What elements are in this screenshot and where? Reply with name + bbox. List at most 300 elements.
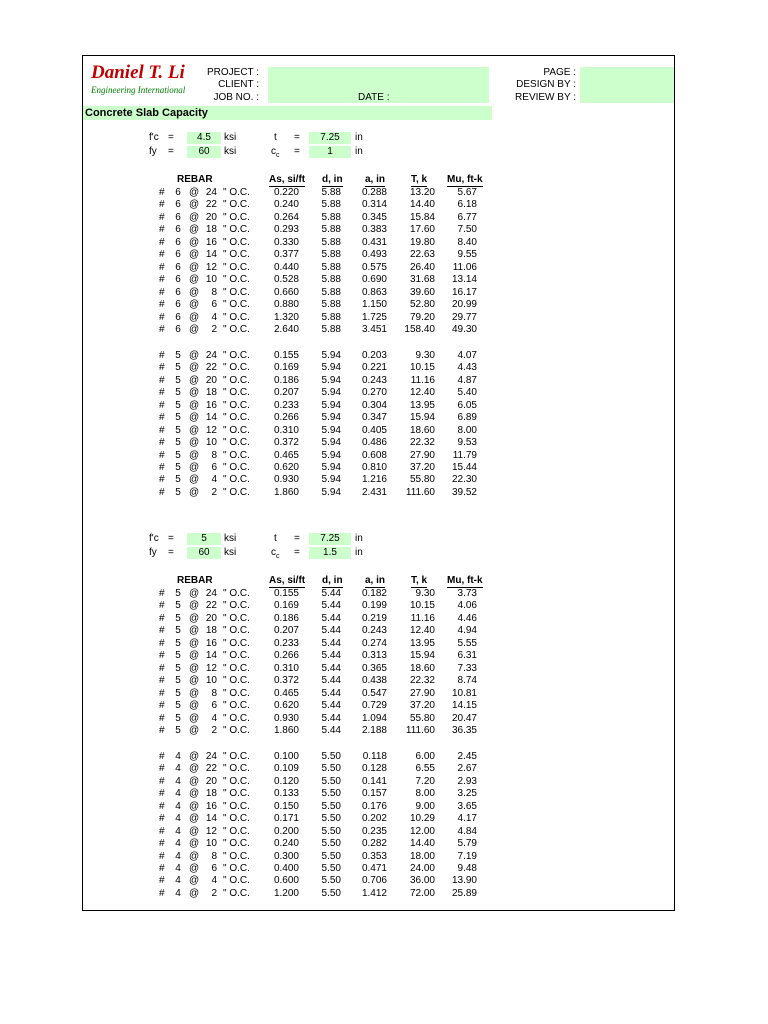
- row-as: 0.186: [273, 374, 299, 386]
- table-row: [83, 237, 676, 249]
- row-d: 5.88: [321, 311, 341, 323]
- row-t: 19.80: [409, 236, 435, 248]
- row-as: 0.120: [273, 775, 299, 787]
- row-mu: 49.30: [451, 323, 477, 335]
- row-hash: #: [159, 323, 165, 335]
- row-hash: #: [159, 712, 165, 724]
- row-mu: 36.35: [451, 724, 477, 736]
- row-mu: 3.65: [457, 800, 477, 812]
- row-hash: #: [159, 763, 165, 775]
- row-a: 0.345: [361, 211, 387, 223]
- row-hash: #: [159, 788, 165, 800]
- t-input[interactable]: 7.25: [309, 533, 351, 545]
- row-bar-size: 5: [175, 612, 181, 624]
- row-a: 0.863: [361, 286, 387, 298]
- row-at: @: [189, 224, 200, 236]
- table-row: [83, 450, 676, 462]
- fc-input[interactable]: 5: [187, 533, 221, 545]
- row-as: 0.207: [273, 625, 299, 637]
- row-t: 24.00: [409, 862, 435, 874]
- row-as: 0.150: [273, 800, 299, 812]
- row-as: 0.300: [273, 850, 299, 862]
- row-bar-size: 5: [175, 588, 181, 599]
- row-t: 11.16: [410, 374, 435, 386]
- table-row: [83, 801, 676, 813]
- page-design-review-field[interactable]: [580, 67, 674, 103]
- row-bar-size: 5: [175, 625, 181, 637]
- row-oc: " O.C.: [223, 299, 250, 311]
- table-row: [83, 888, 676, 900]
- row-a: 0.235: [361, 825, 387, 837]
- row-mu: 20.47: [451, 712, 477, 724]
- col-header-mu: Mu, ft-k: [447, 575, 483, 586]
- row-oc: " O.C.: [223, 775, 250, 787]
- row-oc: " O.C.: [223, 612, 250, 624]
- row-hash: #: [159, 775, 165, 787]
- row-oc: " O.C.: [223, 887, 250, 899]
- table-row: [83, 763, 676, 775]
- row-spacing: 2: [211, 323, 217, 335]
- row-bar-size: 5: [175, 349, 181, 361]
- row-at: @: [189, 750, 200, 762]
- row-bar-size: 5: [175, 637, 181, 649]
- row-t: 11.16: [410, 612, 435, 624]
- row-spacing: 20: [205, 374, 217, 386]
- row-d: 5.88: [321, 199, 341, 211]
- row-hash: #: [159, 362, 165, 374]
- row-a: 0.353: [361, 850, 387, 862]
- row-oc: " O.C.: [223, 274, 250, 286]
- row-bar-size: 4: [175, 750, 181, 762]
- row-t: 15.94: [409, 650, 435, 662]
- row-bar-size: 5: [175, 687, 181, 699]
- row-a: 0.575: [361, 261, 387, 273]
- cc-input[interactable]: 1.5: [309, 547, 351, 559]
- row-oc: " O.C.: [223, 662, 250, 674]
- row-oc: " O.C.: [223, 687, 250, 699]
- row-t: 31.68: [409, 274, 435, 286]
- row-bar-size: 5: [175, 486, 181, 498]
- row-a: 0.383: [361, 224, 387, 236]
- row-t: 22.63: [409, 249, 435, 261]
- row-hash: #: [159, 424, 165, 436]
- row-t: 27.90: [409, 449, 435, 461]
- table-row: [83, 350, 676, 362]
- row-t: 37.20: [409, 700, 435, 712]
- row-mu: 3.25: [457, 788, 477, 800]
- table-row: [83, 813, 676, 825]
- row-bar-size: 5: [175, 675, 181, 687]
- col-header-mu: Mu, ft-k: [447, 174, 483, 185]
- col-header-as: As, si/ft: [269, 575, 306, 586]
- row-hash: #: [159, 486, 165, 498]
- row-at: @: [189, 299, 200, 311]
- row-bar-size: 5: [175, 650, 181, 662]
- row-oc: " O.C.: [223, 788, 250, 800]
- row-a: 0.314: [361, 199, 387, 211]
- row-spacing: 12: [205, 662, 217, 674]
- row-at: @: [189, 424, 200, 436]
- fy-equals: =: [168, 146, 174, 157]
- row-d: 5.50: [321, 825, 341, 837]
- row-oc: " O.C.: [223, 374, 250, 386]
- row-t: 9.30: [415, 349, 435, 361]
- row-a: 0.365: [361, 662, 387, 674]
- table-row: [83, 437, 676, 449]
- table-row: [83, 199, 676, 211]
- row-at: @: [189, 349, 200, 361]
- fc-input[interactable]: 4.5: [187, 132, 221, 144]
- row-d: 5.88: [321, 187, 341, 198]
- row-oc: " O.C.: [223, 224, 250, 236]
- row-t: 36.00: [409, 875, 435, 887]
- row-oc: " O.C.: [223, 387, 250, 399]
- table-row: [83, 826, 676, 838]
- row-spacing: 18: [205, 387, 217, 399]
- table-row: [83, 425, 676, 437]
- row-as: 0.600: [273, 875, 299, 887]
- row-hash: #: [159, 349, 165, 361]
- row-at: @: [189, 387, 200, 399]
- cc-unit: in: [355, 146, 363, 157]
- row-as: 0.440: [273, 261, 299, 273]
- row-t: 52.80: [409, 299, 435, 311]
- row-t: 27.90: [409, 687, 435, 699]
- table-row: [83, 725, 676, 737]
- row-mu: 4.43: [457, 362, 477, 374]
- row-mu: 2.67: [457, 763, 477, 775]
- row-at: @: [189, 362, 200, 374]
- table-row: [83, 638, 676, 650]
- table-row: [83, 375, 676, 387]
- row-t: 72.00: [409, 887, 435, 899]
- row-bar-size: 4: [175, 800, 181, 812]
- row-as: 0.372: [273, 437, 299, 449]
- t-unit: in: [355, 132, 363, 143]
- row-a: 1.412: [361, 887, 387, 899]
- row-mu: 39.52: [451, 486, 477, 498]
- row-a: 2.188: [361, 724, 387, 736]
- row-hash: #: [159, 612, 165, 624]
- row-t: 13.95: [409, 637, 435, 649]
- row-a: 0.141: [361, 775, 387, 787]
- row-spacing: 10: [205, 274, 217, 286]
- row-as: 0.930: [273, 712, 299, 724]
- row-at: @: [189, 687, 200, 699]
- row-oc: " O.C.: [223, 211, 250, 223]
- row-at: @: [189, 838, 200, 850]
- row-mu: 16.17: [451, 286, 477, 298]
- row-spacing: 6: [211, 862, 217, 874]
- row-mu: 2.93: [457, 775, 477, 787]
- row-d: 5.94: [321, 349, 341, 361]
- row-mu: 9.55: [457, 249, 477, 261]
- row-mu: 6.89: [457, 412, 477, 424]
- row-at: @: [189, 249, 200, 261]
- row-d: 5.94: [321, 461, 341, 473]
- row-at: @: [189, 437, 200, 449]
- title-bar-extension: [397, 106, 492, 120]
- row-as: 0.220: [273, 187, 299, 198]
- row-a: 0.810: [361, 461, 387, 473]
- row-mu: 4.17: [457, 813, 477, 825]
- row-a: 0.157: [361, 788, 387, 800]
- row-t: 55.80: [409, 474, 435, 486]
- t-equals: =: [294, 132, 300, 143]
- row-a: 0.288: [361, 187, 387, 198]
- row-hash: #: [159, 588, 165, 599]
- row-hash: #: [159, 850, 165, 862]
- row-as: 0.171: [273, 813, 299, 825]
- row-mu: 9.48: [457, 862, 477, 874]
- row-t: 12.40: [409, 387, 435, 399]
- design-by-label: DESIGN BY :: [516, 79, 576, 90]
- row-bar-size: 4: [175, 775, 181, 787]
- row-mu: 22.30: [451, 474, 477, 486]
- row-mu: 6.05: [457, 399, 477, 411]
- row-at: @: [189, 236, 200, 248]
- row-t: 12.40: [409, 625, 435, 637]
- fy-unit: ksi: [224, 547, 237, 558]
- row-mu: 14.15: [451, 700, 477, 712]
- row-hash: #: [159, 813, 165, 825]
- row-bar-size: 6: [175, 323, 181, 335]
- row-at: @: [189, 712, 200, 724]
- row-spacing: 18: [205, 788, 217, 800]
- row-at: @: [189, 399, 200, 411]
- row-oc: " O.C.: [223, 850, 250, 862]
- row-hash: #: [159, 461, 165, 473]
- row-a: 0.438: [361, 675, 387, 687]
- row-spacing: 18: [205, 625, 217, 637]
- row-d: 5.44: [321, 650, 341, 662]
- row-as: 0.293: [273, 224, 299, 236]
- row-hash: #: [159, 437, 165, 449]
- row-mu: 7.33: [457, 662, 477, 674]
- row-a: 0.347: [361, 412, 387, 424]
- row-mu: 6.18: [457, 199, 477, 211]
- row-at: @: [189, 662, 200, 674]
- row-hash: #: [159, 211, 165, 223]
- t-equals: =: [294, 533, 300, 544]
- row-d: 5.88: [321, 211, 341, 223]
- spreadsheet-page: [82, 55, 675, 911]
- table-row: [83, 851, 676, 863]
- row-spacing: 12: [205, 825, 217, 837]
- row-hash: #: [159, 311, 165, 323]
- row-as: 0.310: [273, 662, 299, 674]
- fy-input[interactable]: 60: [187, 547, 221, 559]
- fc-equals: =: [168, 533, 174, 544]
- row-spacing: 24: [205, 750, 217, 762]
- row-oc: " O.C.: [223, 862, 250, 874]
- row-mu: 11.79: [452, 449, 477, 461]
- t-input[interactable]: 7.25: [309, 132, 351, 144]
- row-oc: " O.C.: [223, 249, 250, 261]
- row-spacing: 8: [211, 687, 217, 699]
- row-a: 0.547: [361, 687, 387, 699]
- row-d: 5.50: [321, 875, 341, 887]
- row-hash: #: [159, 750, 165, 762]
- row-d: 5.50: [321, 813, 341, 825]
- row-t: 8.00: [415, 788, 435, 800]
- row-bar-size: 4: [175, 850, 181, 862]
- row-as: 0.400: [273, 862, 299, 874]
- row-d: 5.44: [321, 712, 341, 724]
- row-a: 3.451: [361, 323, 387, 335]
- row-mu: 4.06: [457, 600, 477, 612]
- row-t: 9.30: [415, 588, 435, 599]
- row-a: 0.243: [361, 374, 387, 386]
- row-hash: #: [159, 274, 165, 286]
- t-label: t: [274, 132, 277, 143]
- row-mu: 8.00: [457, 424, 477, 436]
- row-as: 0.233: [273, 399, 299, 411]
- row-mu: 5.79: [457, 838, 477, 850]
- row-t: 13.95: [409, 399, 435, 411]
- row-as: 1.320: [273, 311, 299, 323]
- row-oc: " O.C.: [223, 199, 250, 211]
- jobno-label: JOB NO. :: [213, 92, 259, 103]
- row-mu: 11.06: [452, 261, 477, 273]
- fy-unit: ksi: [224, 146, 237, 157]
- row-mu: 15.44: [451, 461, 477, 473]
- row-a: 0.282: [361, 838, 387, 850]
- row-as: 0.465: [273, 687, 299, 699]
- row-oc: " O.C.: [223, 349, 250, 361]
- row-d: 5.44: [321, 675, 341, 687]
- table-row: [83, 187, 676, 199]
- row-bar-size: 5: [175, 712, 181, 724]
- row-hash: #: [159, 261, 165, 273]
- col-header-d: d, in: [322, 174, 343, 185]
- logo-name: Daniel T. Li: [91, 62, 185, 83]
- col-header-t: T, k: [411, 174, 428, 185]
- row-spacing: 22: [205, 763, 217, 775]
- project-label: PROJECT :: [207, 67, 260, 78]
- row-at: @: [189, 637, 200, 649]
- row-hash: #: [159, 199, 165, 211]
- row-oc: " O.C.: [223, 588, 250, 599]
- row-spacing: 10: [205, 675, 217, 687]
- row-spacing: 14: [205, 249, 217, 261]
- row-spacing: 14: [205, 650, 217, 662]
- row-as: 0.266: [273, 650, 299, 662]
- row-spacing: 16: [205, 236, 217, 248]
- row-bar-size: 6: [175, 211, 181, 223]
- row-t: 79.20: [409, 311, 435, 323]
- row-spacing: 12: [205, 261, 217, 273]
- table-row: [83, 324, 676, 336]
- row-t: 26.40: [409, 261, 435, 273]
- row-spacing: 22: [205, 199, 217, 211]
- table-row: [83, 212, 676, 224]
- row-d: 5.94: [321, 474, 341, 486]
- row-as: 0.200: [273, 825, 299, 837]
- fy-input[interactable]: 60: [187, 146, 221, 158]
- row-hash: #: [159, 825, 165, 837]
- row-at: @: [189, 775, 200, 787]
- row-a: 0.128: [361, 763, 387, 775]
- row-oc: " O.C.: [223, 675, 250, 687]
- row-t: 7.20: [415, 775, 435, 787]
- row-spacing: 14: [205, 412, 217, 424]
- fy-equals: =: [168, 547, 174, 558]
- row-t: 18.60: [409, 424, 435, 436]
- row-oc: " O.C.: [223, 750, 250, 762]
- page-label: PAGE :: [543, 67, 576, 78]
- cc-equals: =: [294, 146, 300, 157]
- row-oc: " O.C.: [223, 399, 250, 411]
- row-mu: 4.07: [457, 349, 477, 361]
- row-bar-size: 4: [175, 825, 181, 837]
- row-oc: " O.C.: [223, 724, 250, 736]
- row-mu: 9.53: [457, 437, 477, 449]
- row-at: @: [189, 825, 200, 837]
- table-row: [83, 474, 676, 486]
- row-mu: 5.67: [457, 187, 477, 198]
- t-label: t: [274, 533, 277, 544]
- cc-label: [271, 547, 280, 563]
- row-spacing: 2: [211, 724, 217, 736]
- col-header-a: a, in: [365, 575, 386, 586]
- row-oc: " O.C.: [223, 362, 250, 374]
- row-a: 0.176: [361, 800, 387, 812]
- table-row: [83, 224, 676, 236]
- row-at: @: [189, 763, 200, 775]
- row-d: 5.94: [321, 387, 341, 399]
- row-d: 5.50: [321, 788, 341, 800]
- row-spacing: 20: [205, 211, 217, 223]
- row-mu: 29.77: [451, 311, 477, 323]
- table-row: [83, 838, 676, 850]
- row-a: 0.203: [361, 349, 387, 361]
- row-mu: 10.81: [451, 687, 477, 699]
- row-mu: 4.84: [457, 825, 477, 837]
- row-d: 5.50: [321, 800, 341, 812]
- row-spacing: 24: [205, 588, 217, 599]
- row-spacing: 4: [211, 311, 217, 323]
- row-bar-size: 6: [175, 261, 181, 273]
- table-row: [83, 675, 676, 687]
- row-at: @: [189, 700, 200, 712]
- row-at: @: [189, 449, 200, 461]
- row-hash: #: [159, 399, 165, 411]
- row-d: 5.94: [321, 449, 341, 461]
- row-d: 5.44: [321, 600, 341, 612]
- row-spacing: 12: [205, 424, 217, 436]
- row-hash: #: [159, 800, 165, 812]
- table-row: [83, 287, 676, 299]
- row-hash: #: [159, 412, 165, 424]
- row-at: @: [189, 588, 200, 599]
- cc-input[interactable]: 1: [309, 146, 351, 158]
- row-as: 0.240: [273, 199, 299, 211]
- row-d: 5.50: [321, 763, 341, 775]
- table-row: [83, 751, 676, 763]
- row-at: @: [189, 813, 200, 825]
- row-as: 0.930: [273, 474, 299, 486]
- row-as: 0.465: [273, 449, 299, 461]
- row-at: @: [189, 675, 200, 687]
- row-bar-size: 6: [175, 286, 181, 298]
- row-t: 13.20: [409, 187, 435, 198]
- row-bar-size: 5: [175, 424, 181, 436]
- row-spacing: 16: [205, 637, 217, 649]
- row-hash: #: [159, 675, 165, 687]
- row-spacing: 4: [211, 875, 217, 887]
- row-bar-size: 5: [175, 362, 181, 374]
